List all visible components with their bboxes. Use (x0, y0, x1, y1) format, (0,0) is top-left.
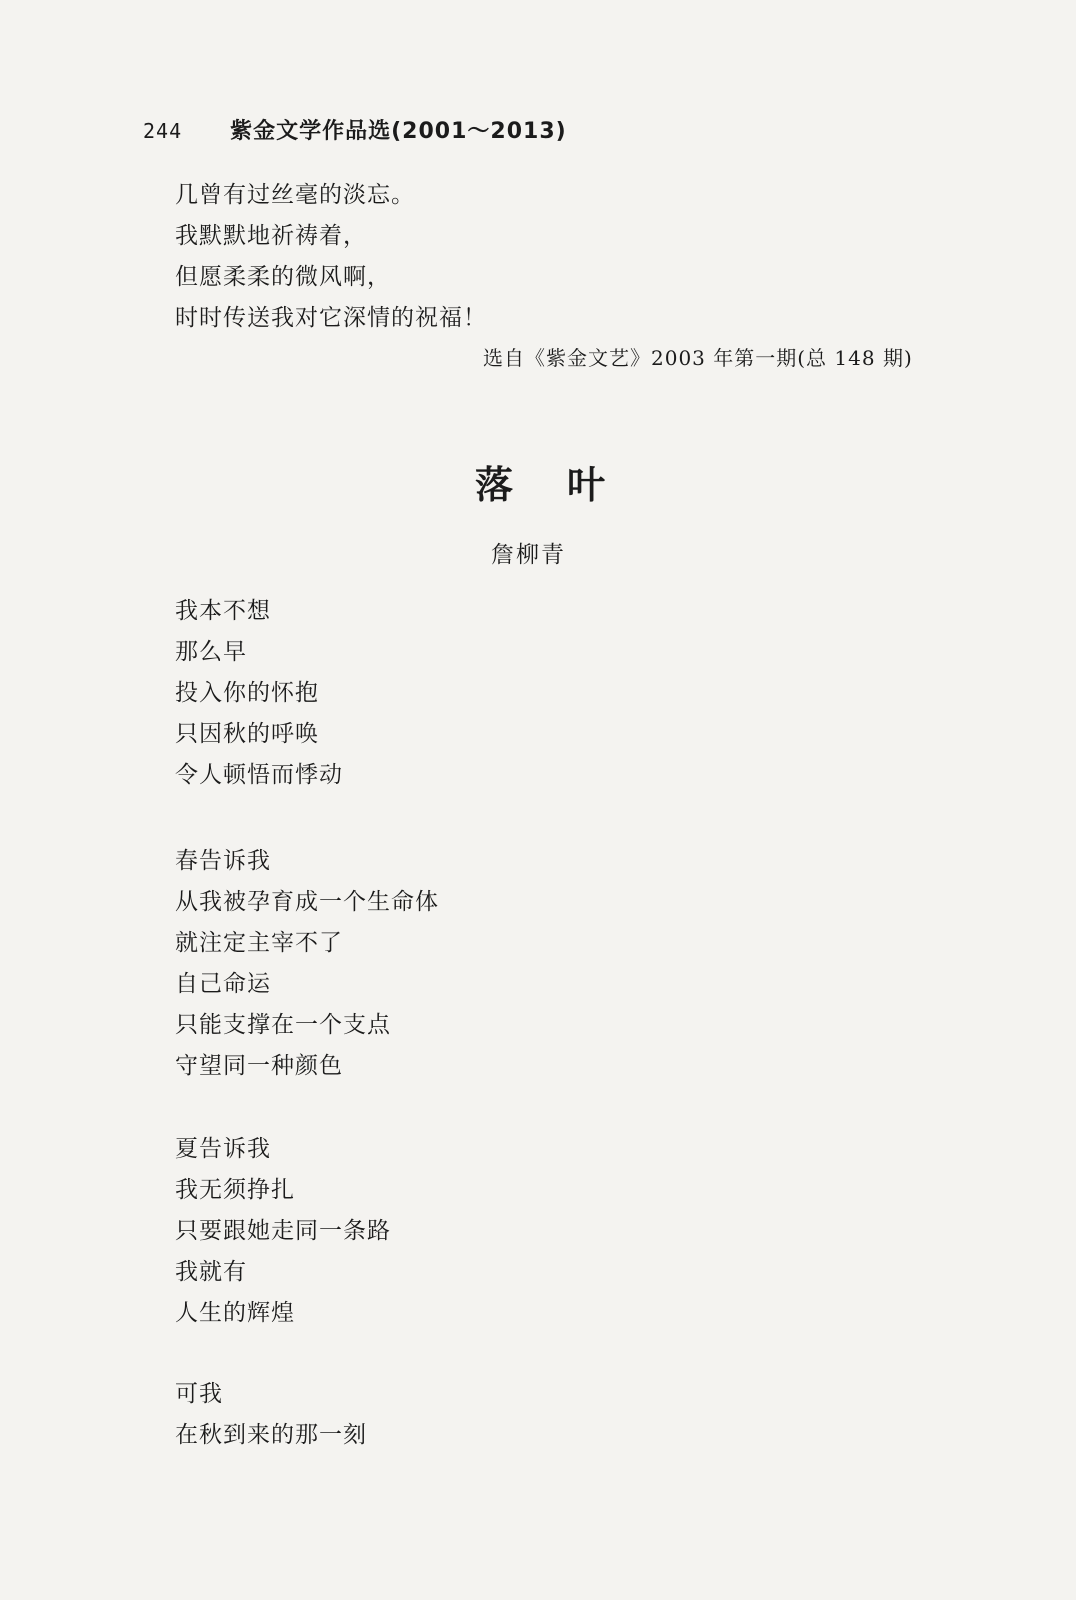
page-number: 244 (143, 119, 183, 143)
poem-title (475, 464, 605, 506)
poem-title-char: 落 (475, 463, 514, 507)
poem-line: 我无须挣扎 (175, 1177, 295, 1203)
poem-line: 自己命运 (175, 971, 271, 997)
poem-line: 就注定主宰不了 (175, 930, 343, 956)
poem-line: 我就有 (175, 1259, 247, 1285)
poem-author: 詹柳青 (491, 542, 566, 568)
book-title: 紫金文学作品选(2001～2013) (230, 119, 567, 144)
poem-line: 从我被孕育成一个生命体 (175, 889, 439, 915)
poem-line: 人生的辉煌 (175, 1300, 295, 1326)
previous-poem-line: 时时传送我对它深情的祝福！ (175, 305, 487, 331)
poem-line: 只能支撑在一个支点 (175, 1012, 391, 1038)
poem-line: 只要跟她走同一条路 (175, 1218, 391, 1244)
previous-poem-line: 但愿柔柔的微风啊， (175, 264, 391, 290)
poem-line: 那么早 (175, 639, 247, 665)
poem-line: 我本不想 (175, 598, 271, 624)
poem-line: 守望同一种颜色 (175, 1053, 343, 1079)
previous-poem-line: 我默默地祈祷着， (175, 223, 367, 249)
poem-line: 令人顿悟而悸动 (175, 762, 343, 788)
poem-line: 在秋到来的那一刻 (175, 1422, 367, 1448)
poem-title-char: 叶 (566, 463, 605, 507)
previous-poem-line: 几曾有过丝毫的淡忘。 (175, 182, 415, 208)
source-citation: 选自《紫金文艺》2003 年第一期(总 148 期) (483, 346, 913, 370)
poem-line: 春告诉我 (175, 848, 271, 874)
running-header (143, 114, 567, 145)
poem-line: 夏告诉我 (175, 1136, 271, 1162)
poem-line: 投入你的怀抱 (175, 680, 319, 706)
poem-line: 可我 (175, 1381, 223, 1407)
poem-line: 只因秋的呼唤 (175, 721, 319, 747)
